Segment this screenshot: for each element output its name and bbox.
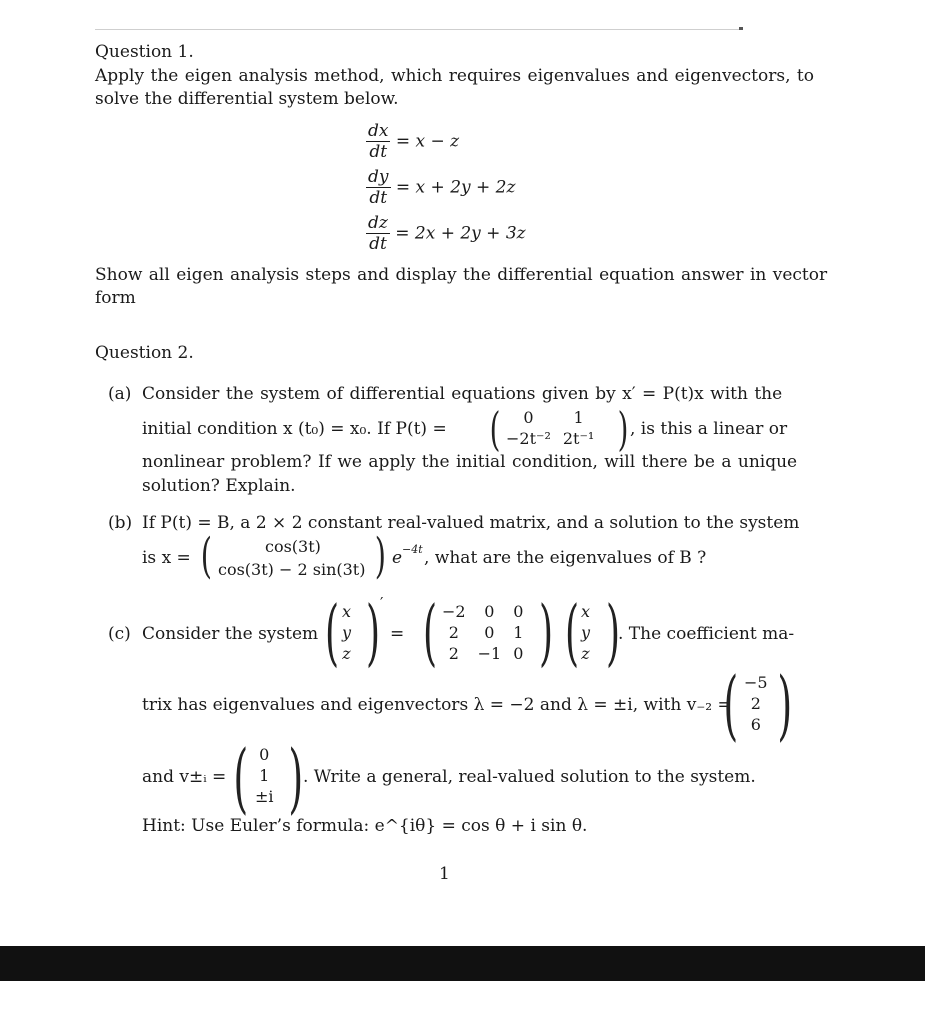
q2b-line1: If P(t) = B, a 2 × 2 constant real-valued matrix, and a solution to the system [142,513,800,533]
q2a-line4: solution? Explain. [142,476,296,496]
top-rule [95,29,741,30]
rhs-x: x [581,602,591,621]
A-23: 1 [513,623,524,642]
q2c-lhs-vector [336,601,357,664]
A-22: 0 [484,623,495,642]
q2c-equals: = [390,624,405,644]
eq2-denominator: dt [369,188,388,208]
q1-heading: Question 1. [95,42,194,62]
q2b-exp-sup: −4t [402,543,423,556]
vm2-entry-3: 6 [750,715,761,734]
P-entry-11: 0 [523,408,534,427]
vm2-entry-2: 2 [750,694,761,713]
q2b-post: , what are the eigenvalues of B ? [424,548,707,568]
eq3-rhs: = 2x + 2y + 3z [395,223,526,244]
vm2-entry-1: −5 [744,673,768,692]
top-rule-tick [739,27,743,30]
eq2-rhs: = x + 2y + 2z [395,177,516,198]
q2a-line1: Consider the system of differential equations given by x′ = P(t)x with the [142,384,783,404]
q1-outro-line2: form [95,288,136,308]
q1-outro-line1: Show all eigen analysis steps and display the differential equation answer in vector [95,265,828,285]
page-number: 1 [439,864,450,884]
q2b-vector-entry-1: cos(3t) [265,537,321,556]
q2a-right-paren: ) [617,402,629,456]
rhs-z: z [581,644,590,663]
q1-equation-3 [366,213,526,254]
q2b-left-paren: ( [200,528,212,584]
P-entry-22: 2t⁻¹ [562,429,595,448]
q1-intro-line2: solve the differential system below. [95,89,399,109]
q2c-and-post: . Write a general, real-valued solution to the system. [303,767,756,787]
eq3-numerator: dz [368,213,388,233]
q1-intro-line1: Apply the eigen analysis method, which requires eigenvalues and eigenvectors, to [95,66,814,86]
q2c-lhs-left-paren: ( [325,590,340,674]
q2b-label: (b) [108,513,133,533]
q2-heading: Question 2. [95,343,194,363]
q2a-line3: nonlinear problem? If we apply the initial condition, will there be a unique [142,452,798,472]
q2c-pre: Consider the system [142,624,319,644]
q2c-rhs-right-paren: ) [606,590,621,674]
A-21: 2 [448,623,459,642]
q2c-line2: trix has eigenvalues and eigenvectors λ = −2 and λ = ±i, with v₋₂ = [142,695,732,715]
q2c-post: . The coefficient ma- [618,624,795,644]
q2b-exp-base: e [392,548,403,568]
q2c-and-pre: and v±ᵢ = [142,767,227,787]
q2a-line2-pre: initial condition x (t₀) = x₀. If P(t) = [142,419,447,439]
q2a-matrix-P [500,407,600,449]
A-12: 0 [484,602,495,621]
eq3-denominator: dt [369,234,387,254]
q2c-label: (c) [108,624,131,644]
eq2-numerator: dy [368,167,389,187]
q2c-vm2-left-paren: ( [723,660,739,749]
eq1-rhs: = x − z [395,131,460,152]
q2a-line2-post: , is this a linear or [630,419,788,439]
q2b-pre: is x = [142,548,191,568]
A-13: 0 [513,602,524,621]
q2a-left-paren: ( [489,402,501,456]
eigenvector-v-pm-i [249,744,280,807]
vpi-entry-3: ±i [255,787,274,806]
q2c-rhs-vector [575,601,596,664]
A-32: −1 [477,644,502,663]
q2c-prime: ′ [380,594,384,612]
q2c-matrix-left-paren: ( [423,590,438,674]
P-entry-21: −2t⁻² [506,429,551,448]
q2c-lhs-right-paren: ) [366,590,381,674]
A-33: 0 [513,644,524,663]
vpi-entry-1: 0 [259,745,270,764]
A-11: −2 [442,602,466,621]
q2b-right-paren: ) [374,528,386,584]
bottom-black-bar [0,946,925,981]
P-entry-12: 1 [573,408,584,427]
q1-equation-2 [366,167,515,208]
A-31: 2 [448,644,459,663]
q2a-label: (a) [108,384,132,404]
q2b-vector-entry-2: cos(3t) − 2 sin(3t) [218,560,366,579]
q2c-vm2-right-paren: ) [777,660,793,749]
q1-equation-1 [366,121,459,162]
vpi-entry-2: 1 [259,766,270,785]
q2c-matrix-right-paren: ) [539,590,554,674]
lhs-x: x [342,602,352,621]
eq1-denominator: dt [369,142,388,162]
lhs-y: y [342,623,352,642]
q2c-vpi-left-paren: ( [233,733,249,822]
q2c-rhs-left-paren: ( [565,590,580,674]
q2c-coefficient-matrix [436,601,529,664]
q2c-hint: Hint: Use Euler’s formula: e^{iθ} = cos θ + i sin θ. [142,816,588,836]
rhs-y: y [581,623,591,642]
eq1-numerator: dx [368,121,389,141]
q2c-vpi-right-paren: ) [288,733,304,822]
eigenvector-v-minus-2 [738,672,774,735]
lhs-z: z [342,644,351,663]
